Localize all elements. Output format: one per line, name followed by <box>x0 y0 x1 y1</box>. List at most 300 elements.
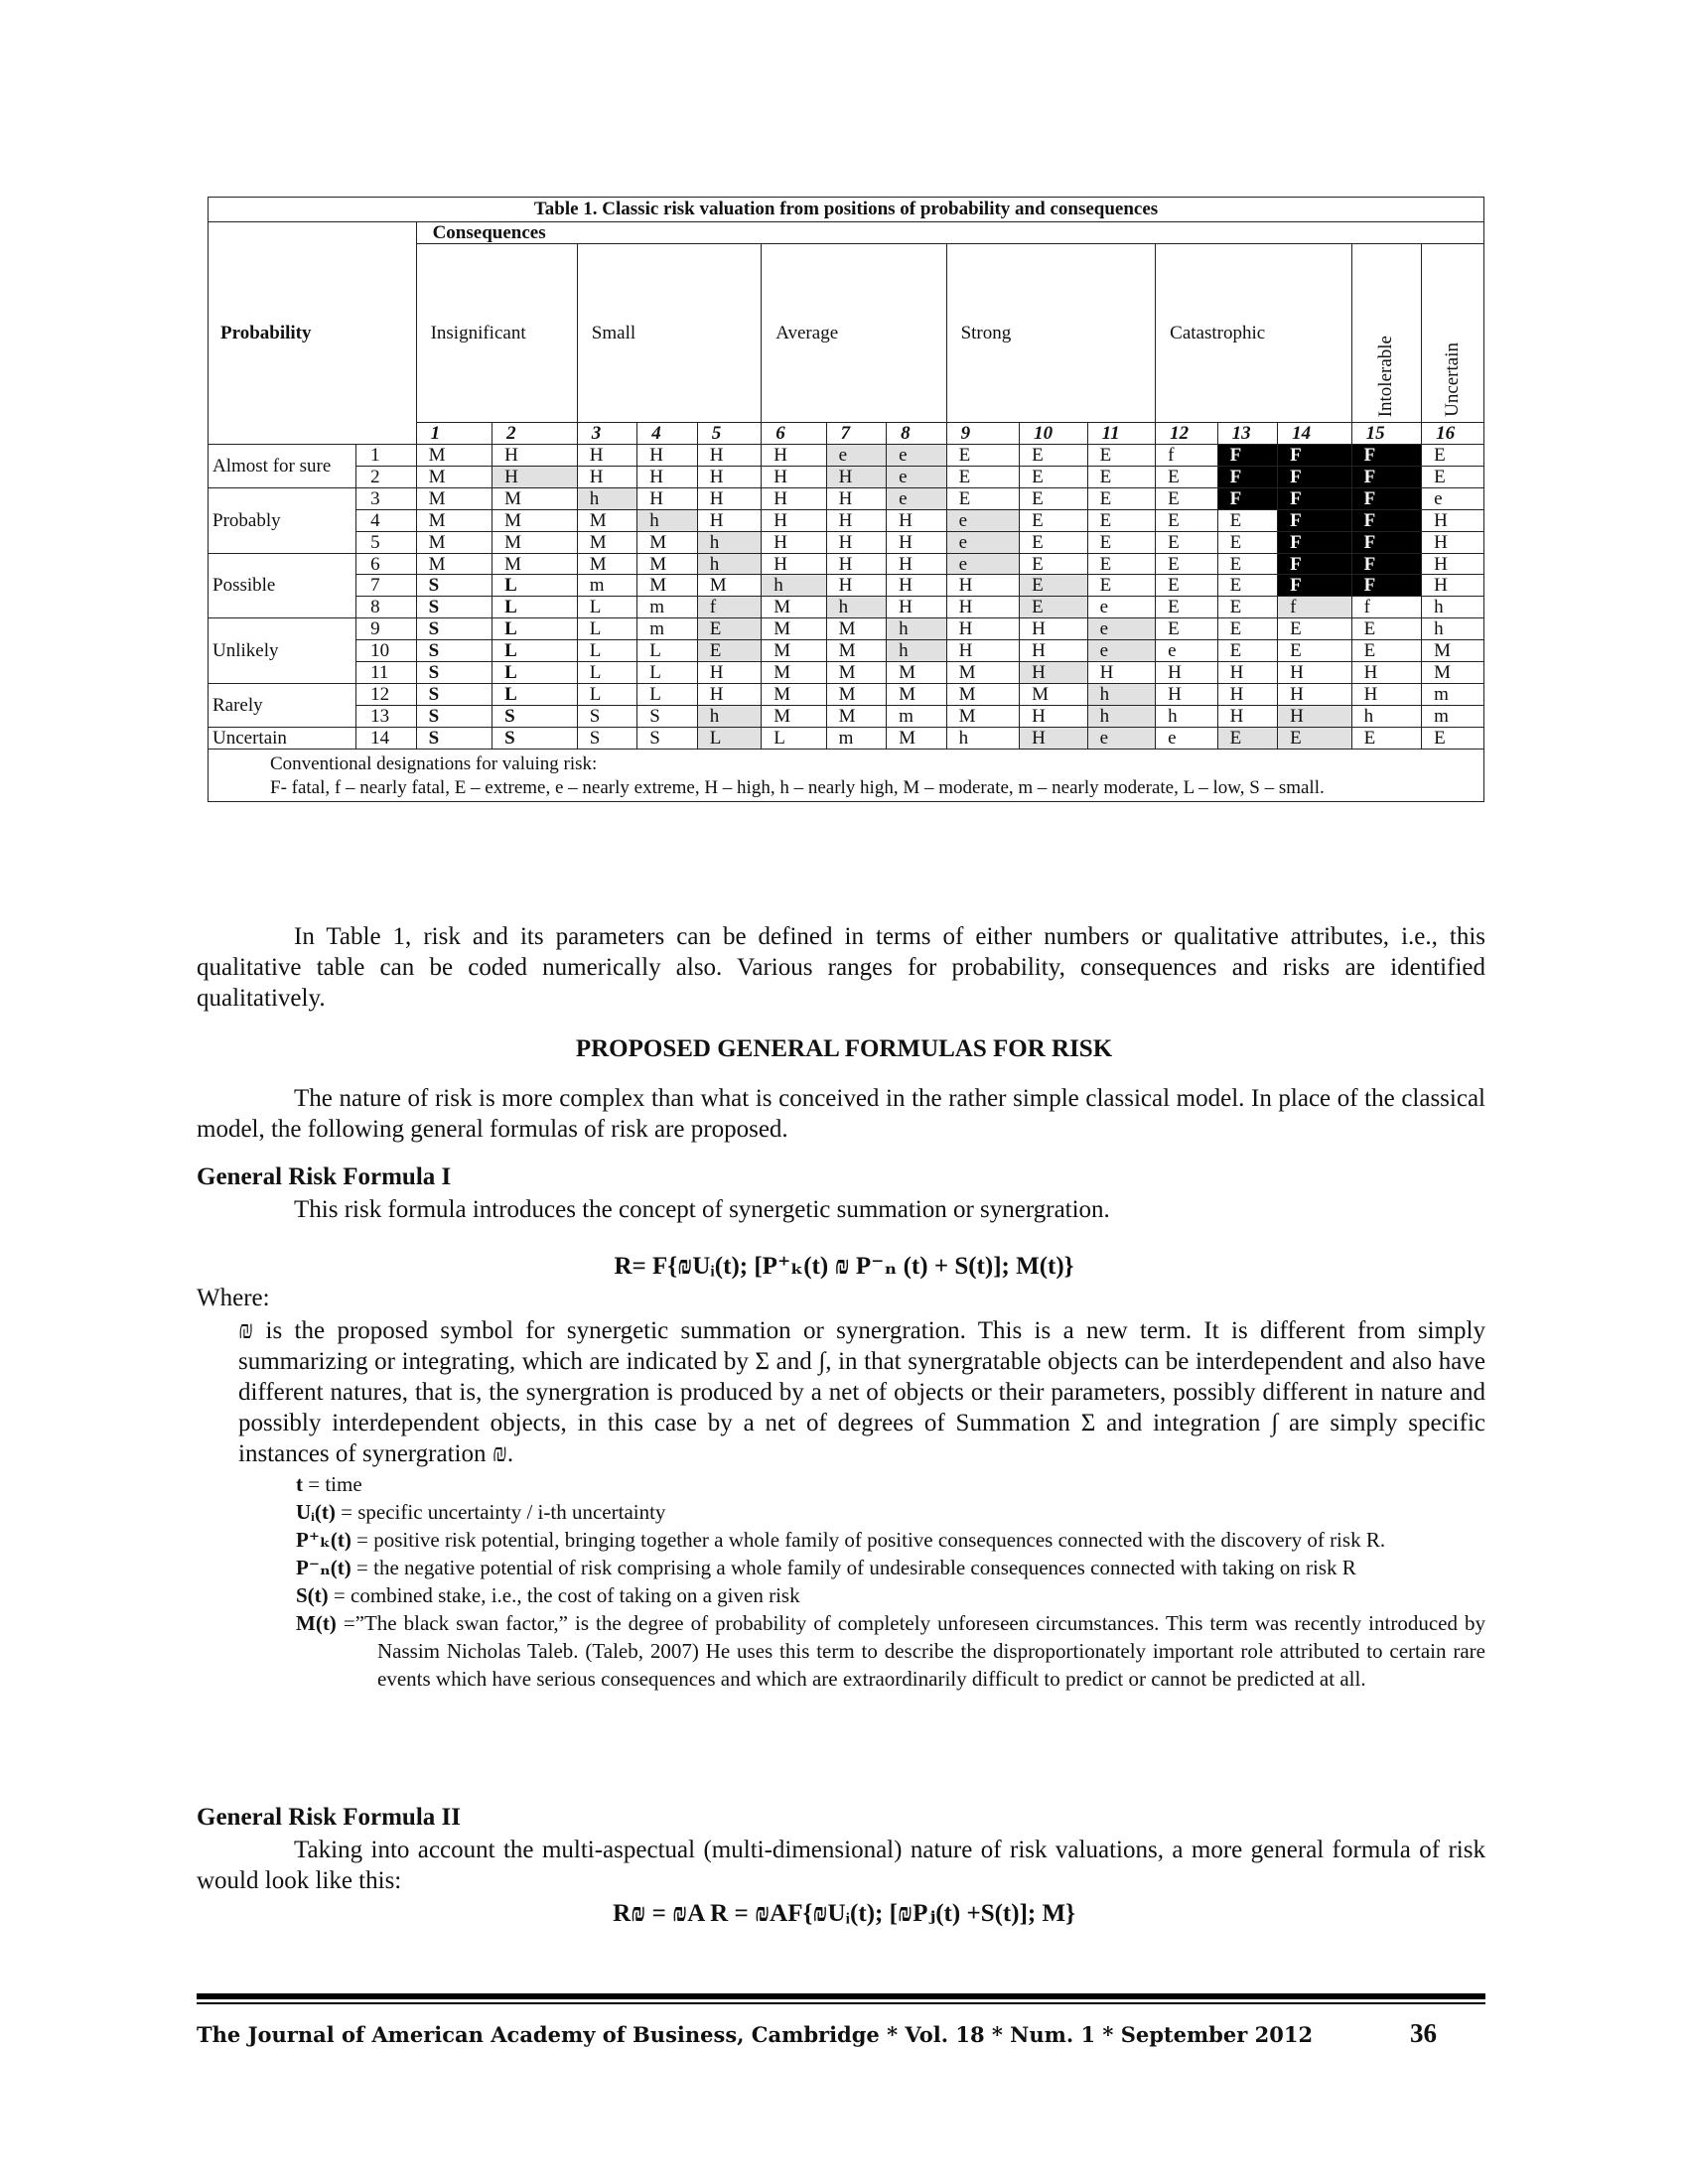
risk-cell: H <box>762 444 826 466</box>
risk-cell: E <box>1217 509 1277 531</box>
table-row <box>209 575 1484 597</box>
definition-list <box>296 1470 1485 1693</box>
row-index: 13 <box>356 706 416 728</box>
risk-cell: M <box>826 684 886 706</box>
risk-cell: F <box>1278 553 1352 575</box>
risk-cell: H <box>1278 706 1352 728</box>
risk-cell: E <box>1020 575 1088 597</box>
risk-cell: F <box>1278 509 1352 531</box>
risk-cell: m <box>887 706 946 728</box>
legend-title: Conventional designations for valuing risk: <box>270 752 598 774</box>
risk-cell: L <box>492 597 578 618</box>
risk-cell: H <box>492 444 578 466</box>
risk-cell: M <box>762 662 826 684</box>
risk-cell: H <box>1217 684 1277 706</box>
risk-cell: L <box>637 684 697 706</box>
risk-cell: h <box>887 618 946 640</box>
risk-cell: h <box>1156 706 1217 728</box>
risk-cell: M <box>637 531 697 553</box>
risk-cell: h <box>762 575 826 597</box>
risk-cell: e <box>887 466 946 487</box>
risk-cell: f <box>1278 597 1352 618</box>
column-number: 9 <box>946 422 1020 444</box>
table-row <box>209 466 1484 487</box>
consequences-header: Consequences <box>416 221 1483 243</box>
risk-cell: h <box>697 706 761 728</box>
risk-cell: S <box>492 706 578 728</box>
risk-cell: L <box>492 640 578 662</box>
column-number: 7 <box>826 422 886 444</box>
risk-cell: S <box>416 575 492 597</box>
risk-cell: F <box>1217 466 1277 487</box>
risk-cell: L <box>637 662 697 684</box>
risk-cell: e <box>1087 618 1156 640</box>
risk-valuation-table <box>208 197 1484 802</box>
risk-cell: E <box>1156 575 1217 597</box>
risk-cell: E <box>1156 487 1217 509</box>
risk-cell: H <box>762 487 826 509</box>
risk-cell: E <box>1351 728 1422 750</box>
risk-cell: H <box>697 684 761 706</box>
risk-cell: e <box>946 531 1020 553</box>
table-row <box>209 640 1484 662</box>
risk-cell: H <box>946 640 1020 662</box>
column-number: 14 <box>1278 422 1352 444</box>
risk-cell: E <box>1217 728 1277 750</box>
table-row <box>209 509 1484 531</box>
page-number: 36 <box>1410 2018 1437 2048</box>
risk-cell: m <box>637 597 697 618</box>
risk-cell: E <box>1020 466 1088 487</box>
risk-cell: H <box>887 553 946 575</box>
risk-cell: H <box>1422 509 1484 531</box>
risk-cell: H <box>697 509 761 531</box>
risk-cell: E <box>1156 531 1217 553</box>
column-number: 5 <box>697 422 761 444</box>
probability-group-label: Almost for sure <box>209 444 356 487</box>
risk-cell: M <box>577 509 636 531</box>
where-label: Where: <box>197 1285 270 1311</box>
risk-cell: H <box>1278 662 1352 684</box>
risk-cell: H <box>577 466 636 487</box>
risk-cell: M <box>492 487 578 509</box>
risk-cell: M <box>577 553 636 575</box>
risk-cell: H <box>1422 575 1484 597</box>
row-index: 11 <box>356 662 416 684</box>
probability-group-label: Possible <box>209 553 356 618</box>
risk-cell: e <box>1087 728 1156 750</box>
risk-cell: M <box>946 684 1020 706</box>
risk-cell: H <box>887 531 946 553</box>
risk-cell: M <box>826 618 886 640</box>
risk-cell: E <box>1020 531 1088 553</box>
risk-cell: M <box>1020 684 1088 706</box>
risk-cell: M <box>762 640 826 662</box>
consequence-group-strong: Strong <box>946 243 1156 422</box>
risk-cell: H <box>762 553 826 575</box>
consequence-group-small: Small <box>577 243 761 422</box>
risk-cell: M <box>1422 662 1484 684</box>
risk-cell: M <box>762 706 826 728</box>
risk-cell: F <box>1278 531 1352 553</box>
row-index: 6 <box>356 553 416 575</box>
risk-cell: M <box>637 553 697 575</box>
risk-cell: F <box>1351 531 1422 553</box>
risk-cell: F <box>1351 487 1422 509</box>
risk-cell: E <box>697 640 761 662</box>
table-row <box>209 728 1484 750</box>
column-number: 1 <box>416 422 492 444</box>
risk-cell: E <box>1087 509 1156 531</box>
risk-cell: e <box>946 509 1020 531</box>
risk-cell: m <box>826 728 886 750</box>
risk-cell: H <box>1020 706 1088 728</box>
risk-cell: S <box>416 618 492 640</box>
risk-cell: e <box>1156 728 1217 750</box>
risk-cell: e <box>826 444 886 466</box>
risk-cell: E <box>1087 553 1156 575</box>
risk-cell: E <box>1217 575 1277 597</box>
row-index: 10 <box>356 640 416 662</box>
risk-cell: L <box>492 684 578 706</box>
risk-cell: E <box>1217 640 1277 662</box>
risk-cell: M <box>492 531 578 553</box>
formula2-heading: General Risk Formula II <box>197 1804 461 1831</box>
risk-cell: H <box>887 575 946 597</box>
risk-cell: h <box>826 597 886 618</box>
table-row <box>209 618 1484 640</box>
paragraph-table-explanation: In Table 1, risk and its parameters can be defined in terms of either numbers or qualitative attributes, i.e., this qualitative table can be coded numerically also. Various ranges for probability, consequences and risks are identified qualitatively. <box>197 923 1485 1012</box>
definition-u: Uᵢ(t) = specific uncertainty / i-th uncertainty <box>296 1500 666 1524</box>
risk-cell: e <box>1422 487 1484 509</box>
table-row <box>209 684 1484 706</box>
risk-cell: E <box>1351 640 1422 662</box>
risk-cell: M <box>697 575 761 597</box>
risk-cell: H <box>826 575 886 597</box>
risk-cell: m <box>1422 706 1484 728</box>
risk-cell: E <box>1020 487 1088 509</box>
risk-cell: E <box>1156 618 1217 640</box>
risk-cell: M <box>887 662 946 684</box>
row-index: 7 <box>356 575 416 597</box>
risk-cell: h <box>577 487 636 509</box>
risk-cell: M <box>762 597 826 618</box>
section-heading: PROPOSED GENERAL FORMULAS FOR RISK <box>575 1035 1113 1062</box>
consequence-group-average: Average <box>762 243 946 422</box>
column-number: 16 <box>1422 422 1484 444</box>
risk-cell: H <box>1087 662 1156 684</box>
risk-cell: E <box>1278 728 1352 750</box>
risk-cell: M <box>946 662 1020 684</box>
risk-cell: H <box>887 509 946 531</box>
risk-cell: M <box>887 728 946 750</box>
risk-cell: E <box>1087 575 1156 597</box>
risk-cell: S <box>416 640 492 662</box>
risk-cell: H <box>1351 662 1422 684</box>
column-number: 8 <box>887 422 946 444</box>
risk-cell: H <box>1020 640 1088 662</box>
risk-cell: F <box>1217 444 1277 466</box>
risk-cell: H <box>697 487 761 509</box>
risk-cell: S <box>416 662 492 684</box>
footer-rule-thin <box>197 2002 1485 2004</box>
risk-cell: S <box>637 706 697 728</box>
definition-p-minus: P⁻ₙ(t) = the negative potential of risk comprising a whole family of undesirable consequences connected with taking on risk R <box>296 1556 1356 1579</box>
footer-rule-thick <box>197 1993 1485 1999</box>
risk-cell: h <box>1087 706 1156 728</box>
risk-cell: M <box>416 444 492 466</box>
risk-cell: L <box>577 597 636 618</box>
paragraph-nature-of-risk: The nature of risk is more complex than what is conceived in the rather simple classical model. In place of the classical model, the following general formulas of risk are proposed. <box>197 1085 1485 1143</box>
risk-cell: m <box>1422 684 1484 706</box>
risk-cell: H <box>492 466 578 487</box>
risk-cell: E <box>1087 466 1156 487</box>
risk-cell: S <box>416 706 492 728</box>
risk-cell: E <box>1217 618 1277 640</box>
risk-cell: L <box>577 618 636 640</box>
probability-header: Probability <box>209 221 417 444</box>
risk-cell: e <box>946 553 1020 575</box>
risk-cell: M <box>416 553 492 575</box>
definition-s: S(t) = combined stake, i.e., the cost of taking on a given risk <box>296 1583 800 1607</box>
risk-cell: E <box>1087 444 1156 466</box>
risk-cell: H <box>826 466 886 487</box>
risk-cell: E <box>1217 531 1277 553</box>
risk-cell: S <box>492 728 578 750</box>
consequence-group-uncertain: Uncertain <box>1422 243 1484 422</box>
risk-cell: m <box>577 575 636 597</box>
risk-cell: M <box>826 640 886 662</box>
risk-cell: e <box>1087 640 1156 662</box>
risk-cell: m <box>637 618 697 640</box>
risk-cell: F <box>1278 575 1352 597</box>
probability-group-label: Probably <box>209 487 356 553</box>
risk-cell: L <box>577 640 636 662</box>
risk-cell: E <box>1422 466 1484 487</box>
risk-cell: H <box>577 444 636 466</box>
risk-cell: H <box>1020 662 1088 684</box>
risk-cell: e <box>887 487 946 509</box>
risk-cell: H <box>826 553 886 575</box>
row-index: 8 <box>356 597 416 618</box>
risk-cell: h <box>887 640 946 662</box>
risk-cell: F <box>1351 575 1422 597</box>
row-index: 4 <box>356 509 416 531</box>
risk-cell: L <box>492 662 578 684</box>
column-number: 6 <box>762 422 826 444</box>
risk-cell: H <box>762 509 826 531</box>
risk-cell: H <box>1217 706 1277 728</box>
risk-cell: H <box>1278 684 1352 706</box>
synergration-definition: ₪ is the proposed symbol for synergetic summation or synergration. This is a new term. It is different from simply summarizing or integrating, which are indicated by Σ and ∫, in that synergratable objects can be interdependent and also have different natures, that is, the synergration is produced by a net of objects or their parameters, possibly different in nature and possibly interdependent objects, in this case by a net of degrees of Summation Σ and integration ∫ are simply specific instances of synergration ₪. <box>238 1317 1485 1467</box>
risk-cell: E <box>1087 531 1156 553</box>
risk-cell: F <box>1351 444 1422 466</box>
risk-cell: M <box>946 706 1020 728</box>
probability-group-label: Unlikely <box>209 618 356 684</box>
risk-cell: H <box>1020 728 1088 750</box>
risk-cell: M <box>1422 640 1484 662</box>
risk-cell: H <box>1422 553 1484 575</box>
definition-t: t = time <box>296 1472 362 1496</box>
risk-cell: F <box>1217 487 1277 509</box>
risk-cell: e <box>887 444 946 466</box>
risk-cell: E <box>1422 728 1484 750</box>
table-row <box>209 531 1484 553</box>
risk-cell: H <box>946 575 1020 597</box>
risk-cell: f <box>697 597 761 618</box>
risk-cell: S <box>637 728 697 750</box>
row-index: 14 <box>356 728 416 750</box>
risk-cell: F <box>1351 553 1422 575</box>
column-number: 13 <box>1217 422 1277 444</box>
risk-cell: E <box>1020 553 1088 575</box>
risk-cell: S <box>577 706 636 728</box>
risk-cell: H <box>1020 618 1088 640</box>
column-number: 10 <box>1020 422 1088 444</box>
risk-cell: H <box>1217 662 1277 684</box>
row-index: 12 <box>356 684 416 706</box>
row-index: 5 <box>356 531 416 553</box>
risk-cell: L <box>492 575 578 597</box>
risk-cell: H <box>887 597 946 618</box>
risk-cell: M <box>416 531 492 553</box>
risk-cell: F <box>1351 466 1422 487</box>
risk-cell: E <box>946 466 1020 487</box>
row-index: 2 <box>356 466 416 487</box>
row-index: 3 <box>356 487 416 509</box>
journal-footer: The Journal of American Academy of Business, Cambridge * Vol. 18 * Num. 1 * September 2012 <box>197 2022 1314 2047</box>
risk-cell: E <box>1156 553 1217 575</box>
risk-cell: M <box>762 684 826 706</box>
table-row <box>209 662 1484 684</box>
risk-cell: M <box>826 706 886 728</box>
table-row <box>209 487 1484 509</box>
risk-cell: F <box>1278 444 1352 466</box>
definition-m: M(t) =”The black swan factor,” is the degree of probability of completely unforeseen circumstances. This term was recently introduced by Nassim Nicholas Taleb. (Taleb, 2007) He uses this term to describe the disproportionately important role attributed to certain rare events which have serious consequences and which are extraordinarily difficult to predict or cannot be predicted at all. <box>296 1611 1485 1691</box>
risk-cell: E <box>1278 640 1352 662</box>
consequence-group-insignificant: Insignificant <box>416 243 577 422</box>
probability-group-label: Rarely <box>209 684 356 728</box>
row-index: 1 <box>356 444 416 466</box>
risk-cell: E <box>1020 509 1088 531</box>
risk-cell: E <box>1422 444 1484 466</box>
risk-cell: M <box>416 487 492 509</box>
column-number: 12 <box>1156 422 1217 444</box>
risk-cell: h <box>1351 706 1422 728</box>
column-number: 3 <box>577 422 636 444</box>
definition-p-plus: P⁺ₖ(t) = positive risk potential, bringing together a whole family of positive consequences connected with the discovery of risk R. <box>296 1528 1386 1552</box>
risk-cell: M <box>637 575 697 597</box>
risk-cell: M <box>416 509 492 531</box>
legend-text: F- fatal, f – nearly fatal, E – extreme, e – nearly extreme, H – high, h – nearly high, M – moderate, m – nearly moderate, L – low, S – small. <box>270 776 1325 798</box>
row-index: 9 <box>356 618 416 640</box>
risk-cell: M <box>762 618 826 640</box>
risk-cell: h <box>1422 618 1484 640</box>
risk-cell: H <box>1351 684 1422 706</box>
risk-cell: E <box>1087 487 1156 509</box>
risk-cell: S <box>416 684 492 706</box>
risk-cell: H <box>826 487 886 509</box>
risk-cell: e <box>1087 597 1156 618</box>
risk-cell: H <box>826 531 886 553</box>
risk-cell: F <box>1351 509 1422 531</box>
consequence-group-catastrophic: Catastrophic <box>1156 243 1351 422</box>
risk-cell: f <box>1156 444 1217 466</box>
risk-cell: E <box>1278 618 1352 640</box>
risk-cell: H <box>946 597 1020 618</box>
column-number: 4 <box>637 422 697 444</box>
table-row <box>209 553 1484 575</box>
risk-cell: S <box>416 728 492 750</box>
formula1: R= F{₪Uᵢ(t); [P⁺ₖ(t) ₪ P⁻ₙ (t) + S(t)]; M(t)} <box>614 1253 1074 1280</box>
risk-cell: L <box>577 662 636 684</box>
risk-cell: h <box>1087 684 1156 706</box>
risk-cell: h <box>1422 597 1484 618</box>
risk-cell: E <box>946 444 1020 466</box>
formula2: R₪ = ₪A R = ₪AF{₪Uᵢ(t); [₪Pⱼ(t) +S(t)]; M} <box>613 1900 1075 1927</box>
risk-cell: M <box>826 662 886 684</box>
risk-cell: E <box>946 487 1020 509</box>
risk-cell: h <box>946 728 1020 750</box>
risk-cell: h <box>637 509 697 531</box>
risk-cell: L <box>577 684 636 706</box>
table-row <box>209 706 1484 728</box>
risk-cell: h <box>697 553 761 575</box>
risk-cell: E <box>1020 444 1088 466</box>
probability-group-label: Uncertain <box>209 728 356 750</box>
risk-cell: E <box>1020 597 1088 618</box>
risk-cell: E <box>1156 509 1217 531</box>
risk-cell: L <box>637 640 697 662</box>
risk-cell: H <box>1156 662 1217 684</box>
risk-cell: H <box>762 531 826 553</box>
table-legend <box>209 749 1484 802</box>
risk-cell: H <box>1156 684 1217 706</box>
risk-cell: L <box>697 728 761 750</box>
risk-cell: H <box>637 487 697 509</box>
risk-cell: F <box>1278 466 1352 487</box>
risk-cell: S <box>577 728 636 750</box>
risk-cell: L <box>492 618 578 640</box>
risk-cell: H <box>826 509 886 531</box>
column-number: 11 <box>1087 422 1156 444</box>
risk-cell: H <box>762 466 826 487</box>
risk-cell: L <box>762 728 826 750</box>
risk-cell: F <box>1278 487 1352 509</box>
risk-cell: H <box>697 466 761 487</box>
formula1-heading: General Risk Formula I <box>197 1163 452 1190</box>
risk-cell: M <box>887 684 946 706</box>
risk-cell: E <box>1217 553 1277 575</box>
formula2-intro: Taking into account the multi-aspectual (multi-dimensional) nature of risk valuations, a more general formula of risk would look like this: <box>197 1837 1485 1894</box>
table-row <box>209 444 1484 466</box>
consequence-group-intolerable: Intolerable <box>1351 243 1422 422</box>
risk-cell: H <box>946 618 1020 640</box>
risk-cell: e <box>1156 640 1217 662</box>
risk-cell: H <box>637 444 697 466</box>
risk-cell: H <box>697 662 761 684</box>
risk-cell: S <box>416 597 492 618</box>
risk-cell: E <box>1156 597 1217 618</box>
risk-cell: f <box>1351 597 1422 618</box>
table-caption: Table 1. Classic risk valuation from positions of probability and consequences <box>209 198 1484 222</box>
column-number: 15 <box>1351 422 1422 444</box>
risk-cell: H <box>637 466 697 487</box>
risk-cell: E <box>1217 597 1277 618</box>
risk-cell: h <box>697 531 761 553</box>
risk-cell: M <box>416 466 492 487</box>
risk-cell: E <box>1351 618 1422 640</box>
